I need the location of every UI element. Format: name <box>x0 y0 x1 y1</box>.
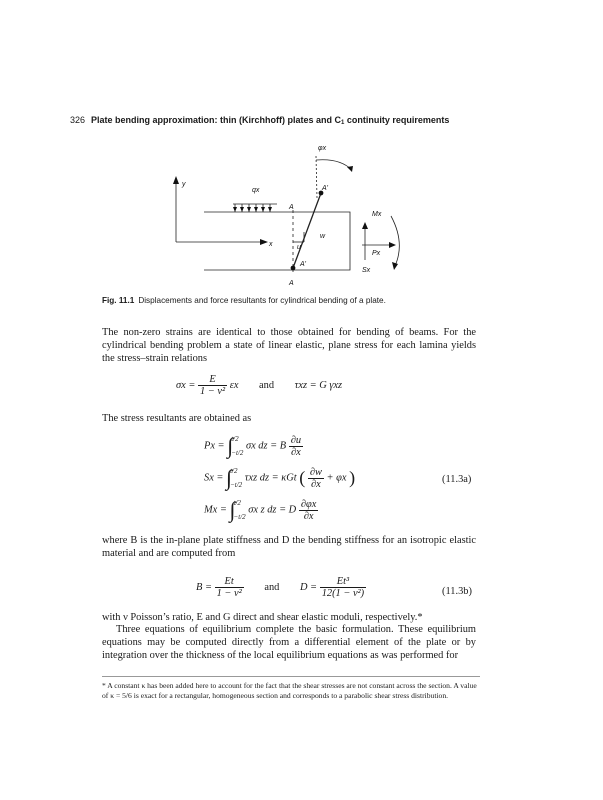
label-w: w <box>320 233 326 240</box>
label-m: Mx <box>372 211 382 218</box>
d-num: Et³ <box>320 576 366 588</box>
eq-shear: τxz = G γxz <box>294 379 343 391</box>
paragraph-2: The stress resultants are obtained as <box>102 413 252 424</box>
eq-m-lhs: Mx = <box>204 504 227 516</box>
open-paren: ( <box>299 467 306 488</box>
equation-number-b: (11.3b) <box>442 586 472 597</box>
label-u: u <box>297 244 301 251</box>
equation-stress-strain <box>176 374 342 397</box>
header-title-suffix: continuity requirements <box>344 115 450 125</box>
label-phi: φx <box>318 145 327 152</box>
equation-number-a: (11.3a) <box>442 474 472 485</box>
equation-mx <box>204 496 318 524</box>
label-q: qx <box>252 187 260 194</box>
eq-s-integrand: τxz dz = κGt <box>244 472 297 484</box>
plate-outline <box>204 212 350 270</box>
label-a-bottom: A <box>289 280 294 287</box>
footnote: * A constant κ has been added here to account for the fact that the shear stresses are not constant across the section. A value of κ = 5/6 is exact for a rectangular, homogeneous section and corresponds to a parabolic shear stress distribution. <box>102 676 480 702</box>
integral-limits <box>230 464 242 492</box>
eq-b-fraction <box>215 576 244 599</box>
eq-d-fraction <box>320 576 366 599</box>
equation-sx <box>204 464 355 492</box>
phi-arc <box>316 160 352 170</box>
eq-dphi-dx <box>299 499 319 522</box>
integral-limits <box>234 496 246 524</box>
eq-and-1: and <box>259 379 275 391</box>
eq-m-integrand: σx z dz = D <box>248 504 297 516</box>
page-number: 326 <box>70 115 86 125</box>
eq-d-lhs: D = <box>299 581 318 593</box>
caption-text: Displacements and force resultants for cylindrical bending of a plate. <box>138 296 386 305</box>
du: ∂u <box>290 434 302 446</box>
equation-stiffness <box>196 576 366 599</box>
equation-px <box>204 432 303 460</box>
upper-limit: t/2 <box>233 499 241 507</box>
upper-limit: t/2 <box>231 435 239 443</box>
eq-dw-dx <box>308 467 324 490</box>
section-point-bottom <box>291 266 296 271</box>
eq-stress-tail: εx <box>229 379 239 391</box>
lower-limit: −t/2 <box>231 449 244 457</box>
integral-sign: ∫ <box>226 465 233 490</box>
lower-limit: −t/2 <box>233 513 246 521</box>
eq-s-lhs: Sx = <box>204 472 224 484</box>
close-paren: ) <box>349 467 356 488</box>
caption-label: Fig. 11.1 <box>102 296 135 305</box>
eq-stress-fraction <box>198 374 227 397</box>
eq-p-lhs: Px = <box>204 440 225 452</box>
label-a-prime-bottom: A' <box>300 261 307 268</box>
header-title: Plate bending approximation: thin (Kirchhoff) plates and C <box>91 115 342 125</box>
figure-caption <box>102 296 542 305</box>
label-a-prime-top: A' <box>322 185 329 192</box>
eq-and-2: and <box>264 581 280 593</box>
paragraph-5: Three equations of equilibrium complete the basic formulation. These equilibrium equations may be computed directly from a differential element of the plate or by integration over the thickness of the local equilibrium equations as was performed for <box>102 624 476 662</box>
label-x: x <box>269 241 273 248</box>
rotated-section <box>293 193 321 268</box>
eq-stress-num: E <box>198 374 227 386</box>
lower-limit: −t/2 <box>230 481 243 489</box>
label-y: y <box>182 181 186 188</box>
upper-limit: t/2 <box>230 467 238 475</box>
eq-stress-den: 1 − ν² <box>199 386 226 397</box>
b-num: Et <box>215 576 244 588</box>
d-den: 12(1 − ν²) <box>321 588 365 599</box>
dx: ∂x <box>310 478 321 490</box>
dx: ∂x <box>291 446 301 458</box>
eq-stress-lhs: σx = <box>176 379 196 391</box>
integral-sign: ∫ <box>229 497 236 522</box>
running-header <box>70 115 540 126</box>
paragraph-4: with ν Poisson’s ratio, E and G direct and shear elastic moduli, respectively.* <box>102 612 423 623</box>
header-title-subscript: 1 <box>341 120 345 126</box>
label-s: Sx <box>362 267 371 274</box>
mx-moment-arc <box>391 216 399 268</box>
label-a-top: A <box>289 204 294 211</box>
integral-limits <box>231 432 243 460</box>
paragraph-3: where B is the in-plane plate stiffness and D the bending stiffness for an isotropic elastic material and are computed from <box>102 535 476 560</box>
eq-p-integrand: σx dz = B <box>245 440 287 452</box>
figure-plate-bending <box>100 140 500 290</box>
eq-b-lhs: B = <box>196 581 212 593</box>
dw: ∂w <box>309 466 322 478</box>
normal-line <box>316 156 317 198</box>
label-p: Px <box>372 250 381 257</box>
dx: ∂x <box>303 510 314 522</box>
integral-sign: ∫ <box>227 433 234 458</box>
eq-plus-phi: + φx <box>326 472 347 484</box>
b-den: 1 − ν² <box>216 588 242 599</box>
paragraph-1: The non-zero strains are identical to those obtained for bending of beams. For the cylindrical bending problem a state of linear elastic, plane stress for each lamina yields the stress–strain relations <box>102 327 476 365</box>
eq-du-dx <box>289 435 303 458</box>
dphi: ∂φx <box>300 498 317 510</box>
